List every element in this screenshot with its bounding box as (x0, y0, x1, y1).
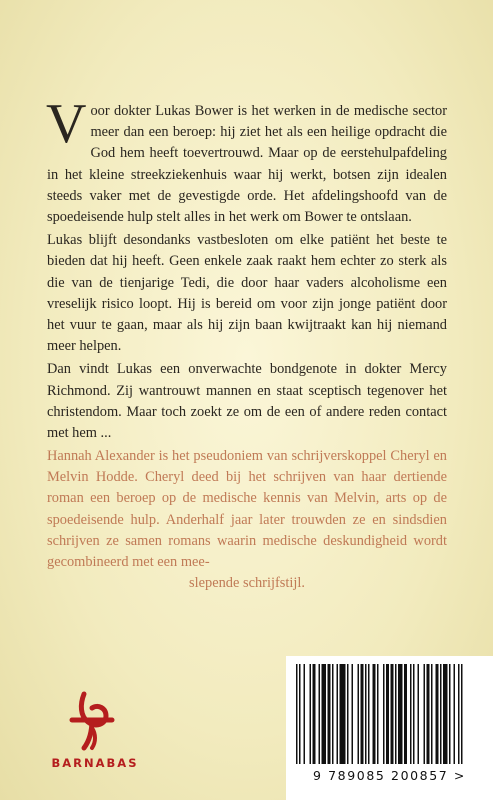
blurb-paragraph-3: Dan vindt Lukas een onverwachte bondgenote in dokter Mercy Richmond. Zij wantrouwt mannen en staat sceptisch tegenover het christendom. Maar toch zoekt ze om de een of andere reden contact met hem ... (47, 361, 447, 442)
barcode-bar (368, 664, 370, 764)
publisher-logo (40, 690, 150, 780)
author-bio (47, 446, 447, 594)
barcode-bar (377, 664, 379, 764)
barcode-bar (386, 664, 389, 764)
barcode-bar (340, 664, 346, 764)
barcode-bar (347, 664, 349, 764)
barcode-bar (358, 664, 360, 764)
barcode-bar (454, 664, 456, 764)
blurb-paragraph-1 (46, 93, 447, 228)
barcode-bar (436, 664, 439, 764)
barcode-bar (398, 664, 403, 764)
barcode-bar (413, 664, 415, 764)
blurb-paragraph-2: Lukas blijft desondanks vastbesloten om elke patiënt het beste te bieden dat hij heeft. Geen enkele zaak raakt hem echter zo sterk als die van de tienjarige Tedi, die door haar vaders alcoholisme een vreselijk risico loopt. Hij is bereid om voor zijn jonge patiënt door het vuur te gaan, maar als hij zijn baan kwijtraakt kan hij niemand meer helpen. (47, 232, 447, 355)
barcode-bars (294, 664, 485, 768)
barcode-bar (418, 664, 420, 764)
barcode-bar (304, 664, 306, 764)
barcode-bar (461, 664, 463, 764)
barcode-bar (458, 664, 460, 764)
barcode-bar (424, 664, 426, 764)
author-bio-text: Hannah Alexander is het pseudoniem van schrijverskoppel Cheryl en Melvin Hodde. Cheryl deed bij het schrijven van haar dertiende roman een beroep op de medische kennis van Melvin, arts op de spoedeisende hulp. Anderhalf jaar later trouwden ze en sindsdien schrijven ze samen romans waarin medische deskundigheid wordt gecombineerd met een mee- (47, 448, 447, 571)
barcode-bar (440, 664, 442, 764)
barcode-bar (443, 664, 448, 764)
barcode-bar (365, 664, 367, 764)
barcode-bar (383, 664, 385, 764)
isbn-number: 9 789085 200857 > (313, 768, 466, 783)
barcode-bar (296, 664, 298, 764)
publisher-name: BARNABAS (51, 756, 139, 770)
barcode-bar (361, 664, 364, 764)
drop-cap: V (46, 93, 87, 155)
barcode-bar (328, 664, 331, 764)
barcode-bar (332, 664, 334, 764)
barcode-bar (322, 664, 327, 764)
barcode-bar (313, 664, 316, 764)
barcode-bar (373, 664, 376, 764)
barcode-bar (310, 664, 312, 764)
barcode-bar (391, 664, 394, 764)
barcode-bar (395, 664, 397, 764)
barcode-bar (427, 664, 430, 764)
blurb-paragraph-1-text: oor dokter Lukas Bower is het werken in de medische sector meer dan een beroep: hij ziet het als een heilige opdracht die God hem heeft toevertrouwd. Maar op de eerstehulpafdeling in het kleine streekziekenhuis waar hij werkt, botsen zijn idealen steeds vaker met de gevestigde orde. Het afdelingshoofd van de spoedeisende hulp stelt alles in het werk om Bower te ontslaan. (47, 103, 447, 226)
barnabas-emblem-icon (62, 690, 122, 752)
barcode-bar (404, 664, 407, 764)
book-blurb (46, 93, 447, 446)
barcode-bar (410, 664, 412, 764)
barcode-bar (299, 664, 301, 764)
author-bio-last-line: slepende schrijfstijl. (189, 575, 305, 592)
barcode-bar (449, 664, 451, 764)
barcode-bar (352, 664, 354, 764)
barcode-bar (337, 664, 339, 764)
barcode (286, 656, 493, 800)
barcode-bar (431, 664, 433, 764)
barcode-bar (319, 664, 321, 764)
